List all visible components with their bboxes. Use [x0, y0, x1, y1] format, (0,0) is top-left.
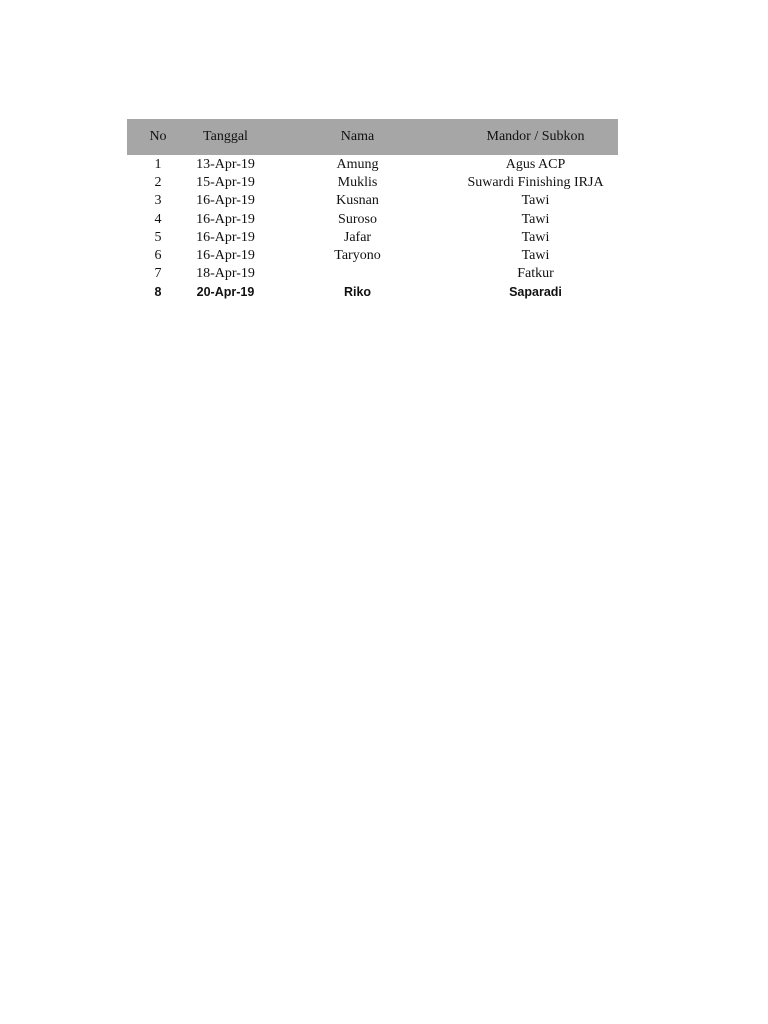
cell-tanggal: 16-Apr-19	[196, 248, 255, 264]
cell-no: 7	[154, 266, 162, 282]
cell-mandor: Tawi	[521, 248, 550, 264]
table-row	[127, 155, 618, 174]
cell-nama: Kusnan	[336, 193, 379, 209]
cell-nama: Taryono	[334, 248, 381, 264]
worker-table-sheet	[127, 119, 618, 302]
cell-mandor: Tawi	[521, 229, 550, 245]
header-mandor-subkon: Mandor / Subkon	[453, 119, 618, 155]
table-row	[127, 192, 618, 210]
table-row	[127, 265, 618, 283]
cell-nama: Suroso	[338, 211, 377, 227]
table-header-row	[127, 119, 618, 155]
cell-no: 4	[154, 211, 162, 227]
cell-no: 6	[154, 248, 162, 264]
header-nama: Nama	[262, 119, 453, 155]
table-row	[127, 283, 618, 301]
cell-tanggal: 16-Apr-19	[196, 229, 255, 245]
cell-mandor: Suwardi Finishing IRJA	[467, 175, 604, 191]
cell-nama: Jafar	[343, 229, 372, 245]
cell-no: 2	[154, 175, 162, 191]
table-row	[127, 174, 618, 192]
cell-tanggal: 20-Apr-19	[196, 285, 255, 300]
table-row	[127, 247, 618, 265]
cell-tanggal: 18-Apr-19	[196, 266, 255, 282]
cell-mandor: Fatkur	[517, 266, 554, 282]
cell-no: 8	[154, 285, 162, 300]
cell-no: 5	[154, 229, 162, 245]
cell-tanggal: 16-Apr-19	[196, 193, 255, 209]
cell-mandor: Tawi	[521, 211, 550, 227]
cell-no: 1	[154, 157, 162, 173]
header-tanggal: Tanggal	[189, 119, 262, 155]
table-row	[127, 229, 618, 247]
cell-tanggal: 13-Apr-19	[196, 157, 255, 173]
cell-nama: Muklis	[337, 175, 378, 191]
cell-nama: Amung	[336, 157, 379, 173]
table-row	[127, 211, 618, 229]
cell-mandor: Saparadi	[509, 285, 562, 300]
cell-nama: Riko	[343, 285, 372, 300]
cell-mandor: Agus ACP	[505, 157, 566, 173]
cell-mandor: Tawi	[521, 193, 550, 209]
cell-tanggal: 15-Apr-19	[196, 175, 255, 191]
header-no: No	[127, 119, 189, 155]
cell-tanggal: 16-Apr-19	[196, 211, 255, 227]
cell-nama	[262, 265, 453, 283]
cell-no: 3	[154, 193, 162, 209]
worker-table	[127, 119, 618, 302]
